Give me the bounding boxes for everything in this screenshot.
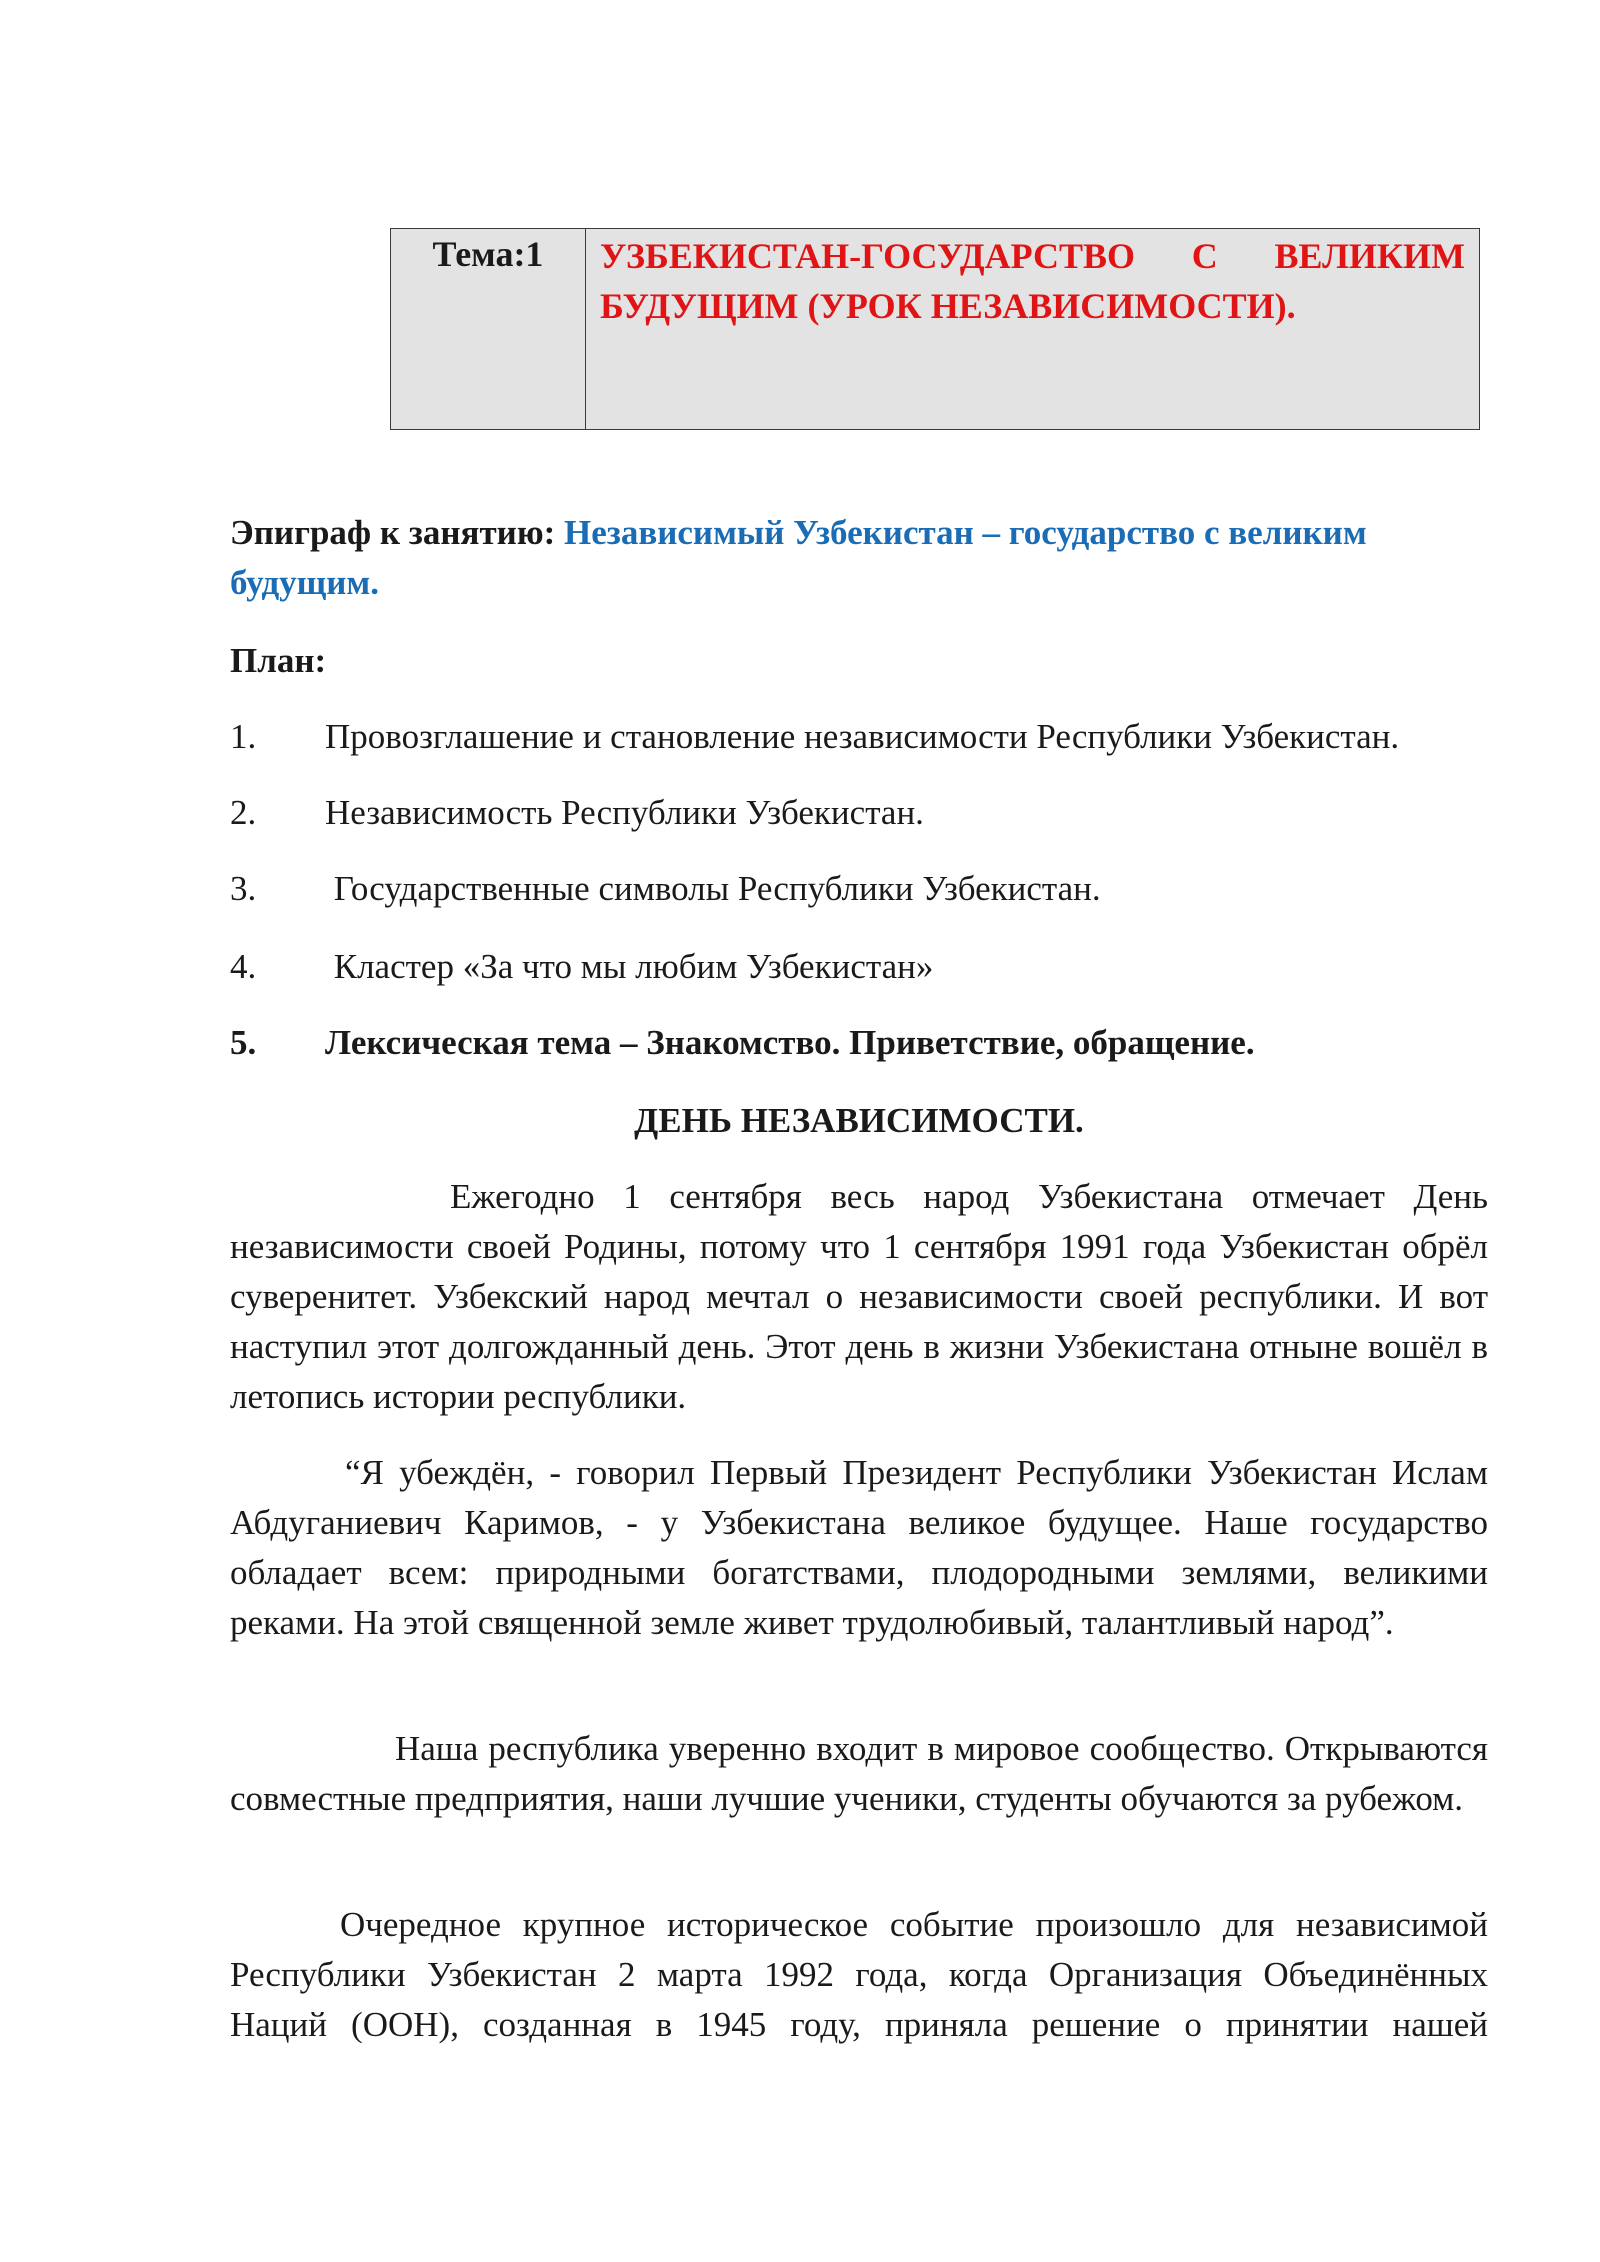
plan-item-text: Провозглашение и становление независимости Республики Узбекистан. [325,717,1400,756]
topic-title [586,229,1479,429]
body-paragraph: Очередное крупное историческое событие произошло для независимой Республики Узбекистан 2 марта 1992 года, когда Организация Объединённых Наций (ООН), созданная в 1945 году, приняла решение о принятии нашей [230,1905,1488,2044]
plan-item-text: Лексическая тема – Знакомство. Приветствие, обращение. [325,1023,1255,1062]
body-paragraph: Ежегодно 1 сентября весь народ Узбекистана отмечает День независимости своей Родины, потому что 1 сентября 1991 года Узбекистан обрёл суверенитет. Узбекский народ мечтал о независимости своей республики. И вот наступил этот долгожданный день. Этот день в жизни Узбекистана отныне вошёл в летопись истории республики. [230,1177,1488,1416]
plan-item-number: 1. [230,717,257,756]
topic-label: Тема:1 [391,229,586,429]
topic-title-word: С [1191,236,1218,276]
plan-item [230,942,933,992]
plan-item-number: 2. [230,793,257,832]
topic-table [390,228,1480,430]
plan-item [230,864,1101,914]
plan-item-number: 3. [230,869,257,908]
plan-item-number: 4. [230,947,257,986]
plan-item [230,788,924,838]
plan-item [230,1018,1255,1068]
plan-item-text: Государственные символы Республики Узбекистан. [325,869,1101,908]
body-paragraph: “Я убеждён, - говорил Первый Президент Республики Узбекистан Ислам Абдуганиевич Каримов, - у Узбекистана великое будущее. Наше государство обладает всем: природными богатствами, плодородными землями, великими реками. На этой священной земле живет трудолюбивый, талантливый народ”. [230,1453,1488,1642]
body-paragraph: Наша республика уверенно входит в мировое сообщество. Открываются совместные предприятия, наши лучшие ученики, студенты обучаются за рубежом. [230,1729,1488,1818]
plan-title: План: [230,641,327,680]
epigraph-text: Независимый Узбекистан – государство с великим будущим. [230,513,1367,602]
plan-item-text: Кластер «За что мы любим Узбекистан» [325,947,934,986]
topic-title-word: ВЕЛИКИМ [1274,236,1465,276]
topic-title-line2: БУДУЩИМ (УРОК НЕЗАВИСИМОСТИ). [600,286,1296,326]
plan-item [230,712,1399,762]
epigraph-label: Эпиграф к занятию: [230,513,556,552]
plan-item-number: 5. [230,1023,257,1062]
topic-title-word: УЗБЕКИСТАН-ГОСУДАРСТВО [600,236,1136,276]
topic-title-line1 [600,231,1465,281]
epigraph [230,508,1488,608]
section-heading: ДЕНЬ НЕЗАВИСИМОСТИ. [634,1101,1084,1140]
plan-item-text: Независимость Республики Узбекистан. [325,793,924,832]
